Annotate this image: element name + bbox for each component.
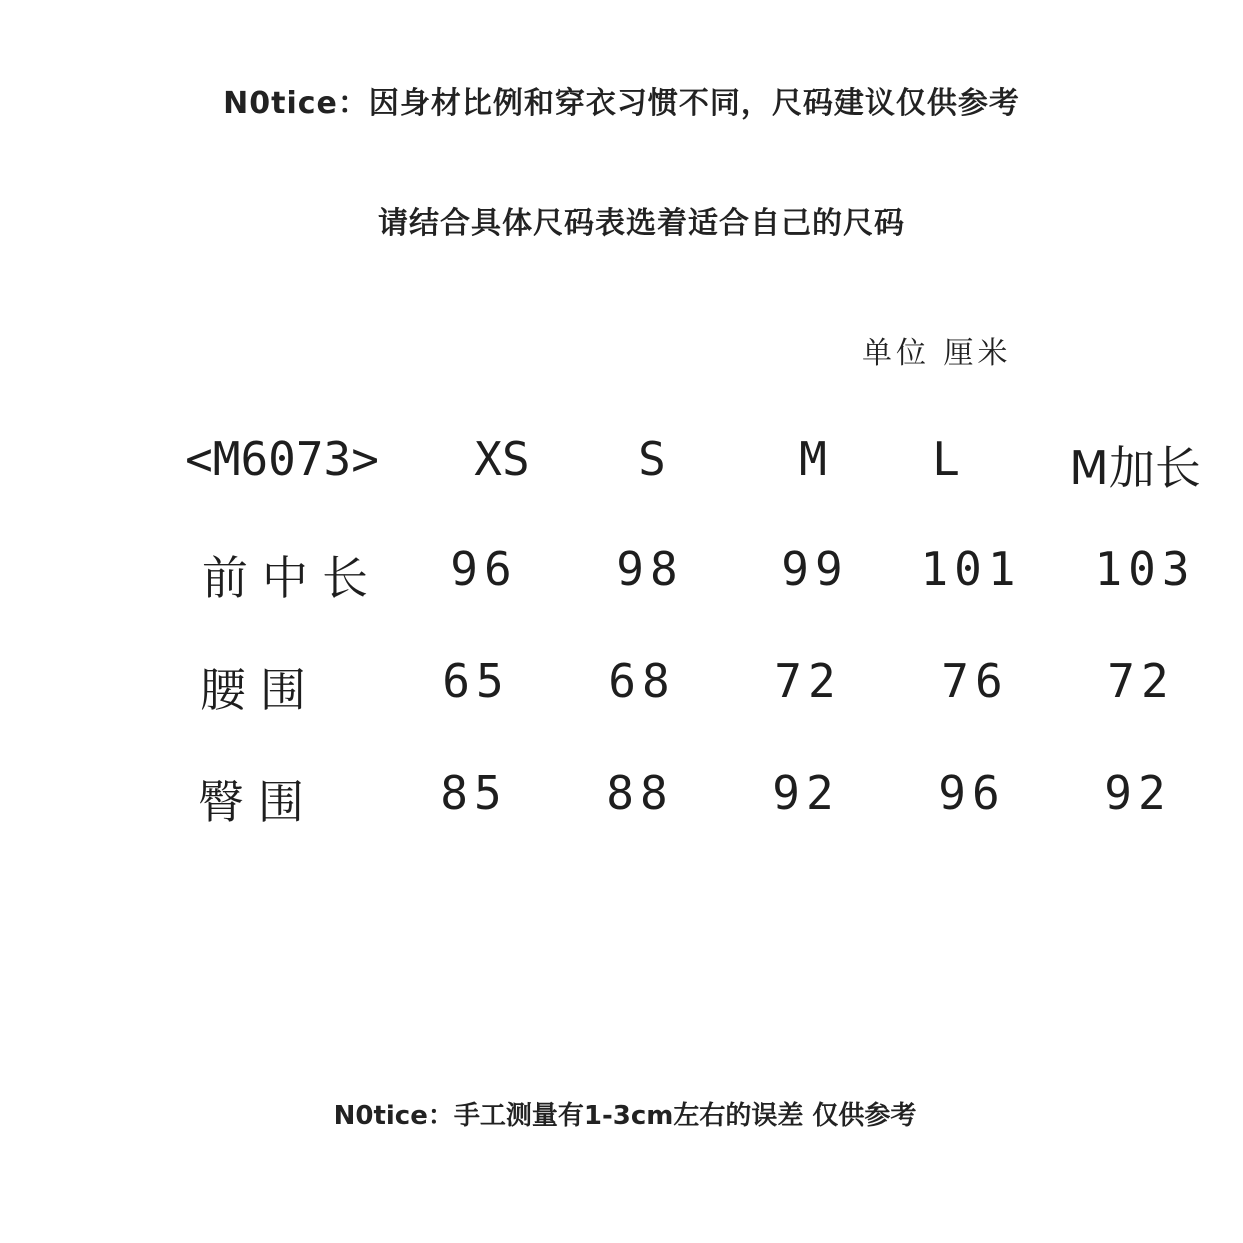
table-cell: 88 [606, 766, 674, 820]
size-header-m-long: M加长 [1069, 441, 1201, 495]
notice-subtitle: 请结合具体尺码表选着适合自己的尺码 [378, 206, 905, 241]
table-cell: 72 [1107, 654, 1175, 708]
size-header-l: L [932, 432, 960, 486]
table-cell: 99 [781, 542, 849, 596]
table-cell: 72 [774, 654, 842, 708]
table-cell: 65 [442, 654, 510, 708]
size-header-s: S [638, 432, 666, 486]
notice-top: N0tice：因身材比例和穿衣习惯不同，尺码建议仅供参考 [223, 86, 1020, 121]
table-cell: 96 [938, 766, 1006, 820]
table-cell: 103 [1094, 542, 1196, 596]
table-cell: 92 [772, 766, 840, 820]
size-header-xs: XS [474, 432, 530, 486]
row-label-waist: 腰围 [200, 663, 320, 717]
table-cell: 101 [920, 542, 1022, 596]
row-label-front-length: 前中长 [202, 551, 382, 605]
table-cell: 96 [450, 542, 518, 596]
unit-label: 单位 厘米 [862, 336, 1012, 371]
model-number: <M6073> [185, 432, 379, 486]
table-cell: 85 [440, 766, 508, 820]
table-cell: 98 [616, 542, 684, 596]
table-cell: 68 [608, 654, 676, 708]
size-header-m: M [799, 432, 827, 486]
table-cell: 92 [1104, 766, 1172, 820]
table-cell: 76 [941, 654, 1009, 708]
row-label-hip: 臀围 [198, 775, 318, 829]
notice-bottom: N0tice：手工测量有1-3cm左右的误差 仅供参考 [333, 1101, 917, 1131]
